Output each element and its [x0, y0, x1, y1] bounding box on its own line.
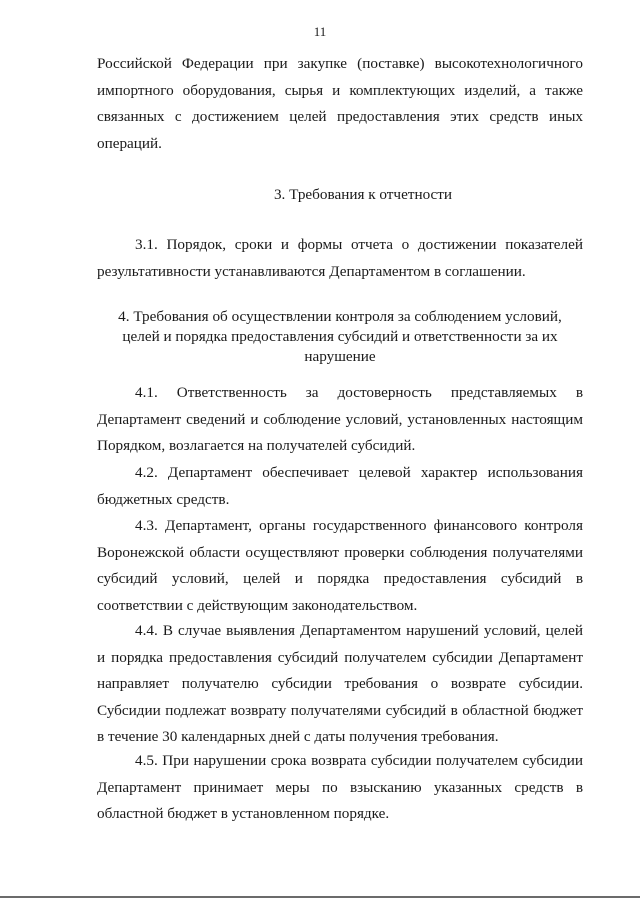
text-line: 4. Требования об осуществлении контроля за соблюдением условий, [118, 308, 562, 325]
text-line: 4.2. Департамент обеспечивает целевой характер использования [135, 464, 583, 481]
text-line: 4.3. Департамент, органы государственного финансового контроля [135, 517, 583, 534]
paragraph-4-1 [97, 380, 583, 460]
text-line: Порядком, возлагается на получателей субсидий. [97, 437, 416, 454]
text-line: Субсидии подлежат возврату получателями субсидий в областной бюджет [97, 701, 583, 719]
paragraph-4-2 [97, 460, 583, 513]
text-line: Департамент принимает меры по взысканию указанных средств в [97, 778, 583, 796]
text-line: Российской Федерации при закупке (поставке) высокотехнологичного [97, 55, 583, 72]
paragraph-4-5 [97, 748, 583, 828]
text-line: и порядка предоставления субсидий получателем субсидии Департамент [97, 648, 583, 666]
text-line: нарушение [304, 348, 376, 365]
continuation-paragraph [97, 51, 583, 157]
text-line: 4.5. При нарушении срока возврата субсидии получателем субсидии [135, 752, 583, 769]
text-line: в течение 30 календарных дней с даты получения требования. [97, 728, 499, 745]
paragraph-4-4 [97, 618, 583, 751]
text-line: связанных с достижением целей предоставления этих средств иных [97, 108, 583, 125]
text-line: субсидий условий, целей и порядка предоставления субсидий в [97, 570, 583, 587]
text-line: операций. [97, 134, 162, 152]
scan-edge-divider [0, 896, 640, 898]
section-3-title: 3. Требования к отчетности [273, 186, 453, 203]
paragraph-3-1 [97, 232, 583, 285]
text-line: 4.1. Ответственность за достоверность представляемых в [135, 384, 583, 401]
text-line: результативности устанавливаются Департаментом в соглашении. [97, 262, 526, 280]
text-line: Воронежской области осуществляют проверки соблюдения получателями [97, 543, 583, 561]
text-line: областной бюджет в установленном порядке. [97, 805, 390, 822]
text-line: 4.4. В случае выявления Департаментом нарушений условий, целей [135, 622, 583, 639]
text-line: бюджетных средств. [97, 490, 230, 508]
text-line: направляет получателю субсидии требования о возврате субсидии. [97, 675, 583, 692]
page-number: 11 [313, 24, 327, 39]
text-line: Департамент сведений и соблюдение условий, установленных настоящим [97, 410, 583, 428]
text-line: 3.1. Порядок, сроки и формы отчета о достижении показателей [135, 236, 583, 253]
paragraph-4-3 [97, 513, 583, 619]
section-4-title [97, 307, 583, 367]
text-line: целей и порядка предоставления субсидий и ответственности за их [122, 328, 558, 345]
text-line: импортного оборудования, сырья и комплектующих изделий, а также [97, 81, 583, 99]
text-line: соответствии с действующим законодательством. [97, 596, 418, 614]
